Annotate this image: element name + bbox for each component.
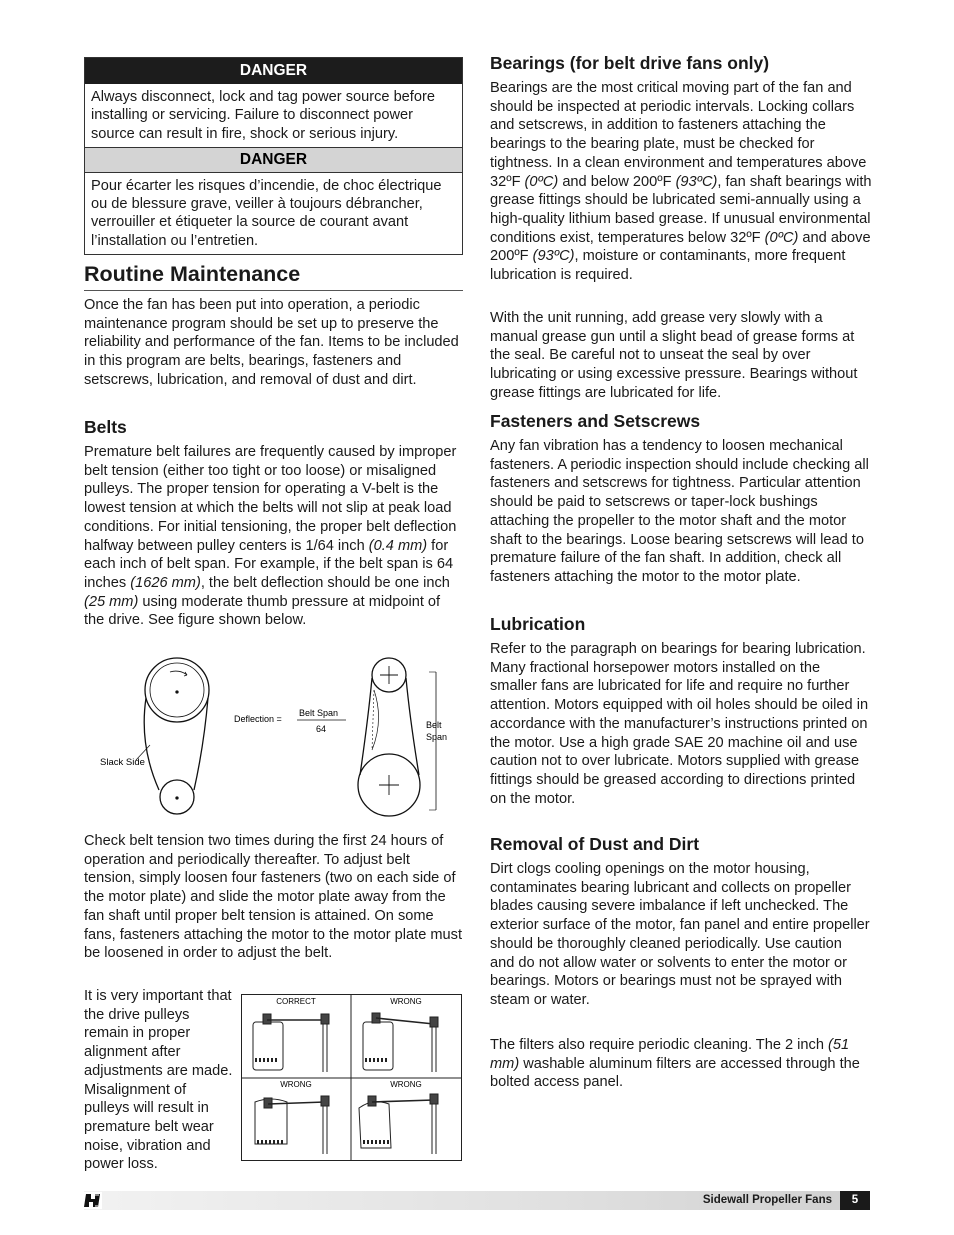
slack-side-label: Slack Side [100,757,145,768]
panel-label-correct: CORRECT [276,997,316,1006]
brand-logo-icon [84,1192,102,1209]
panel-label-wrong-2: WRONG [280,1080,312,1089]
danger-header-fr: DANGER [85,147,462,173]
bearings-heading: Bearings (for belt drive fans only) [490,53,770,73]
dust-paragraph-1: Dirt clogs cooling openings on the motor housing, contaminates bearing lubricant and collects on propeller blades causing severe imbalance if left unchecked. The exterior surface of the motor, fan panel and entire propeller should be thoroughly cleaned periodically. Use caution and do not allow water or solvents to enter the motor or bearings. Motors or bearings must not be sprayed with steam or water. [490,861,870,1008]
belt-deflection-figure [84,650,463,825]
formula-denominator: 64 [316,724,327,734]
tensioned-belt-drive [358,658,436,816]
bearings-paragraph-2: With the unit running, add grease very slowly with a manual grease gun until a slight bead of grease forms at the seal. Be careful not to unseat the seal by over lubricating or using excessive pressure. Bearings without grease fittings are lubricated for life. [490,310,858,401]
belts-paragraph-3: It is very important that the drive pulleys remain in proper alignment after adjustments are made. Misalignment of pulleys will result in premature belt wear noise, vibration and power loss. [84,988,233,1173]
belt-span-label: Belt Span [426,720,448,742]
belts-paragraph-2: Check belt tension two times during the first 24 hours of operation and periodically thereafter. To adjust belt tension, simply loosen four fasteners (two on each side of the motor plate) and slide the motor plate away from the fan shaft until proper belt tension is attained. On some fans, fasteners attaching the motor to the motor plate must be loosened in order to adjust the belt. [84,833,463,962]
footer-title: Sidewall Propeller Fans [702,1194,832,1206]
lubrication-paragraph: Refer to the paragraph on bearings for bearing lubrication. Many fractional horsepower motors installed on the smaller fans are lubricated for life and require no further attention. Motors equipped with oil holes should be oiled in accordance with the manufacturer’s instructions printed on the motor. Use a high grade SAE 20 machine oil and use caution not to over lubricate. Motors supplied with grease fittings should be greased according to directions printed on the motor. [490,641,869,807]
panel-label-wrong-3: WRONG [390,1080,422,1089]
slack-belt-drive [136,658,209,814]
lubrication-heading: Lubrication [490,614,586,634]
danger-box [84,57,463,255]
panel-label-wrong-1: WRONG [390,997,422,1006]
fasteners-heading: Fasteners and Setscrews [490,411,701,431]
page-number: 5 [840,1191,870,1210]
belts-heading: Belts [84,417,127,437]
routine-intro: Once the fan has been put into operation, a periodic maintenance program should be set up to preserve the reliability and performance of the fan. Items to be included in this program are belts, bearings, fasteners and setscrews, lubrication, and removal of dust and dirt. [84,297,459,388]
deflection-label: Deflection = [234,714,282,724]
danger-header-en: DANGER [85,58,462,84]
pulley-alignment-figure [241,994,463,1162]
dust-paragraph-2: The filters also require periodic cleaning. The 2 inch (51 mm) washable aluminum filters are accessed through the bolted access panel. [490,1037,860,1091]
danger-text-fr: Pour écarter les risques d’incendie, de choc électrique ou de blessure grave, veiller à toujours débrancher, verrouiller et étiqueter la source de courant avant l’installation ou l’entretien. [91,177,442,249]
formula-numerator: Belt Span [299,708,339,718]
bearings-paragraph-1: Bearings are the most critical moving part of the fan and should be inspected at periodic intervals. Locking collars and setscrews, in addition to fasteners attaching the bearings to the bearing plate, must be checked for tightness. In a clean environment and temperatures above 32ºF (0ºC) and below 200ºF (93ºC), fan shaft bearings with grease fittings should be lubricated semi-annually using a high-quality lithium based grease. If unusual environmental conditions exist, temperatures below 32ºF (0ºC) and above 200ºF (93ºC), moisture or contaminants, more frequent lubrication is required. [490,80,872,284]
belts-paragraph-1: Premature belt failures are frequently caused by improper belt tension (either too tight or too loose) or misaligned pulleys. The proper tension for operating a V-belt is the lowest tension at which the belts will not slip at peak load conditions. For initial tensioning, the proper belt deflection halfway between pulley centers is 1/64 inch (0.4 mm) for each inch of belt span. For example, if the belt span is 64 inches (1626 mm), the belt deflection should be one inch (25 mm) using moderate thumb pressure at midpoint of the drive. See figure shown below. [84,444,457,629]
fasteners-paragraph: Any fan vibration has a tendency to loosen mechanical fasteners. A periodic inspection should include checking all fasteners and setscrews for tightness. Particular attention should be paid to setscrews or taper-lock bushings attaching the propeller to the motor shaft and the motor shaft to the bearings. Loose bearing setscrews will lead to premature failure of the fan shaft. In addition, check all fasteners attaching the motor to the motor plate. [490,438,869,585]
page-footer [84,1191,870,1210]
routine-maintenance-title: Routine Maintenance [84,262,463,291]
dust-heading: Removal of Dust and Dirt [490,834,700,854]
danger-text-en: Always disconnect, lock and tag power source before installing or servicing. Failure to disconnect power source can result in fire, shock or serious injury. [91,89,435,142]
